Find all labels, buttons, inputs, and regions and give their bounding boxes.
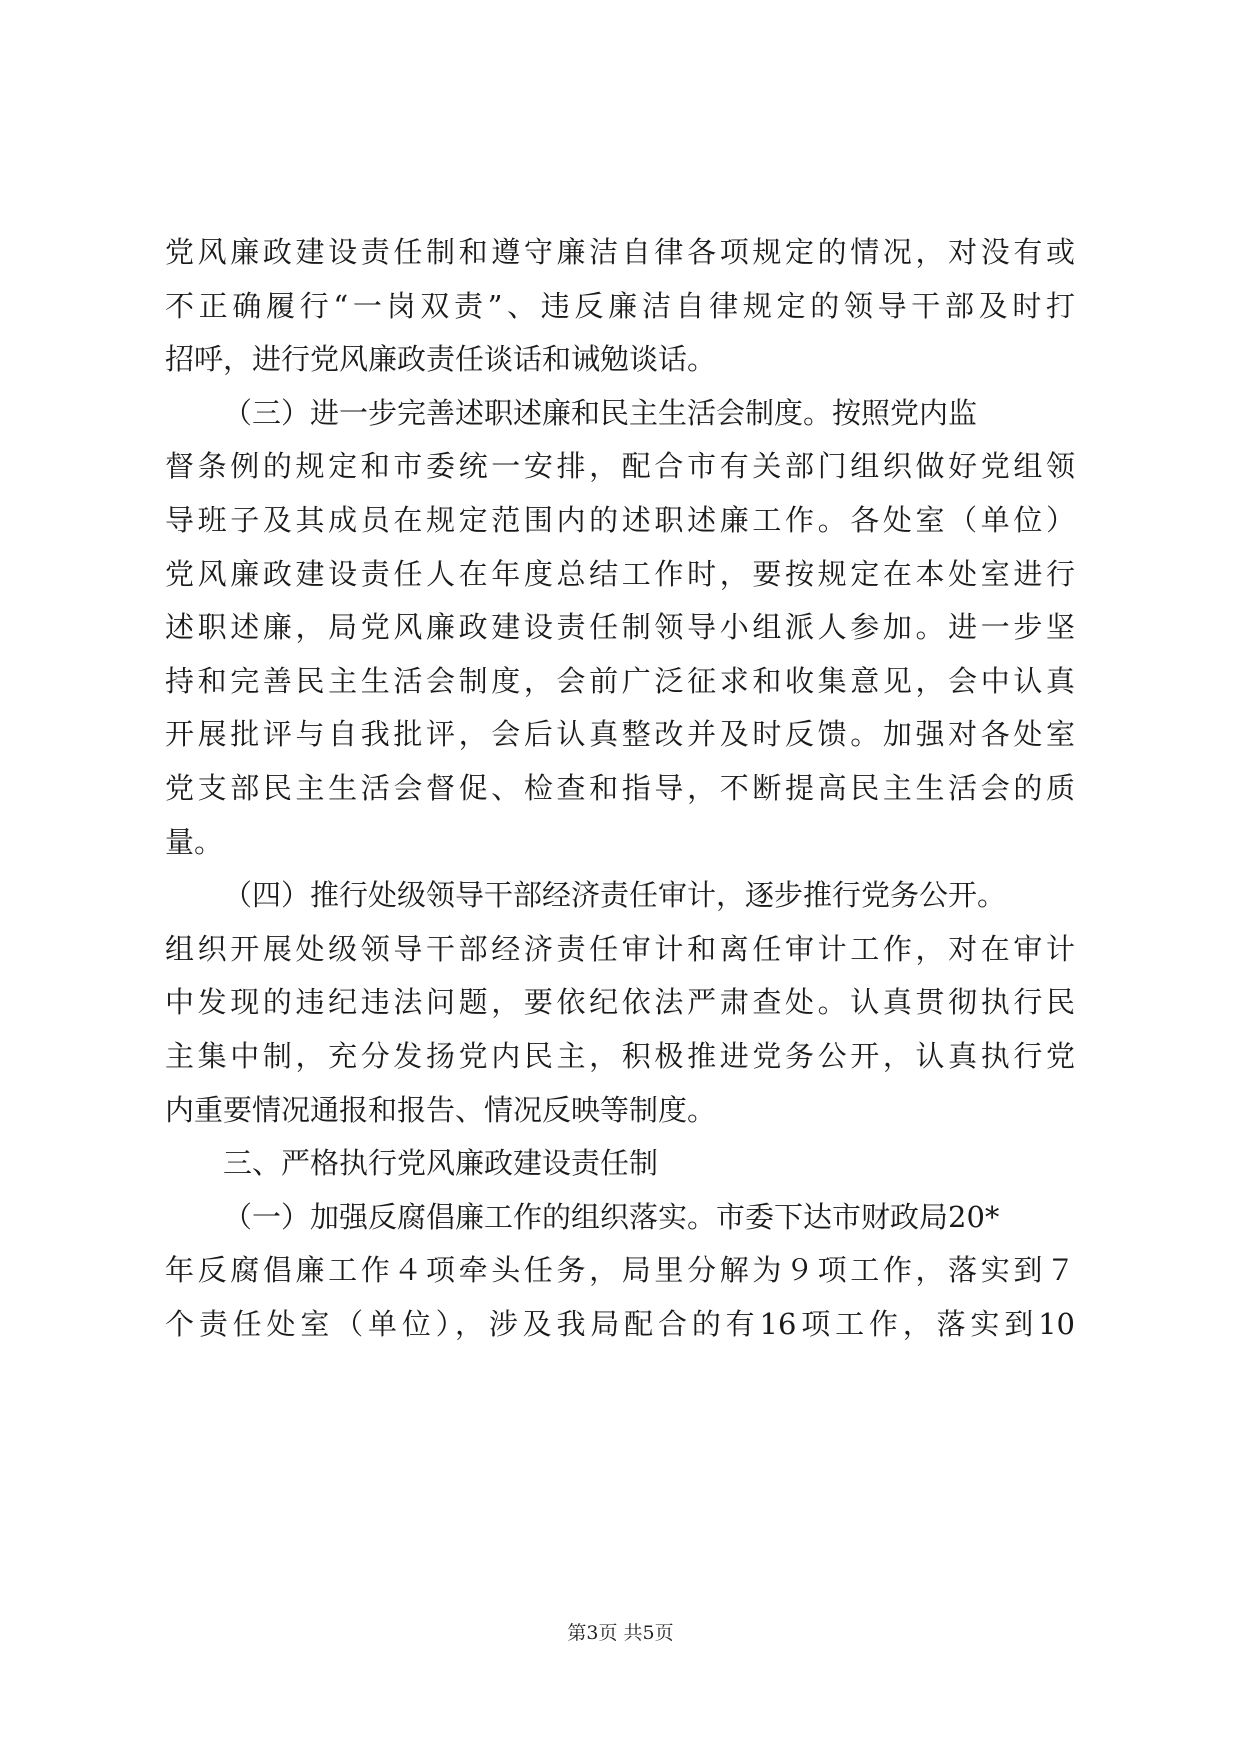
body-line: 年反腐倡廉工作４项牵头任务，局里分解为９项工作，落实到７ (165, 1253, 1075, 1288)
body-line: 招呼，进行党风廉政责任谈话和诫勉谈话。 (165, 342, 717, 377)
body-line: 量。 (165, 824, 224, 859)
body-line: 党风廉政建设责任人在年度总结工作时，要按规定在本处室进行 (165, 556, 1075, 591)
document-body (165, 226, 1075, 1351)
body-line: 党支部民主生活会督促、检查和指导，不断提高民主生活会的质 (165, 770, 1075, 805)
page-number-footer: 第3页 共5页 (567, 1622, 674, 1644)
body-line: 持和完善民主生活会制度，会前广泛征求和收集意见，会中认真 (165, 663, 1075, 698)
body-line: 述职述廉，局党风廉政建设责任制领导小组派人参加。进一步坚 (165, 610, 1075, 645)
body-line: 主集中制，充分发扬党内民主，积极推进党务公开，认真执行党 (165, 1038, 1075, 1073)
paragraph-start-line: （四）推行处级领导干部经济责任审计，逐步推行党务公开。 (223, 878, 1007, 913)
section-heading: 三、严格执行党风廉政建设责任制 (223, 1146, 659, 1181)
body-line: 中发现的违纪违法问题，要依纪依法严肃查处。认真贯彻执行民 (165, 985, 1075, 1020)
body-line: 导班子及其成员在规定范围内的述职述廉工作。各处室（单位） (165, 502, 1075, 537)
body-line: 督条例的规定和市委统一安排，配合市有关部门组织做好党组领 (165, 449, 1075, 484)
body-line: 组织开展处级领导干部经济责任审计和离任审计工作，对在审计 (165, 931, 1075, 966)
body-line: 内重要情况通报和报告、情况反映等制度。 (165, 1092, 717, 1127)
body-line: 党风廉政建设责任制和遵守廉洁自律各项规定的情况，对没有或 (165, 235, 1075, 269)
body-line: 开展批评与自我批评，会后认真整改并及时反馈。加强对各处室 (165, 717, 1075, 752)
body-line: 不正确履行“一岗双责”、违反廉洁自律规定的领导干部及时打 (165, 288, 1075, 323)
paragraph-start-line: （一）加强反腐倡廉工作的组织落实。市委下达市财政局20* (223, 1199, 1000, 1234)
paragraph-start-line: （三）进一步完善述职述廉和民主生活会制度。按照党内监 (223, 395, 978, 430)
body-line: 个责任处室（单位），涉及我局配合的有16项工作，落实到10 (165, 1306, 1075, 1341)
